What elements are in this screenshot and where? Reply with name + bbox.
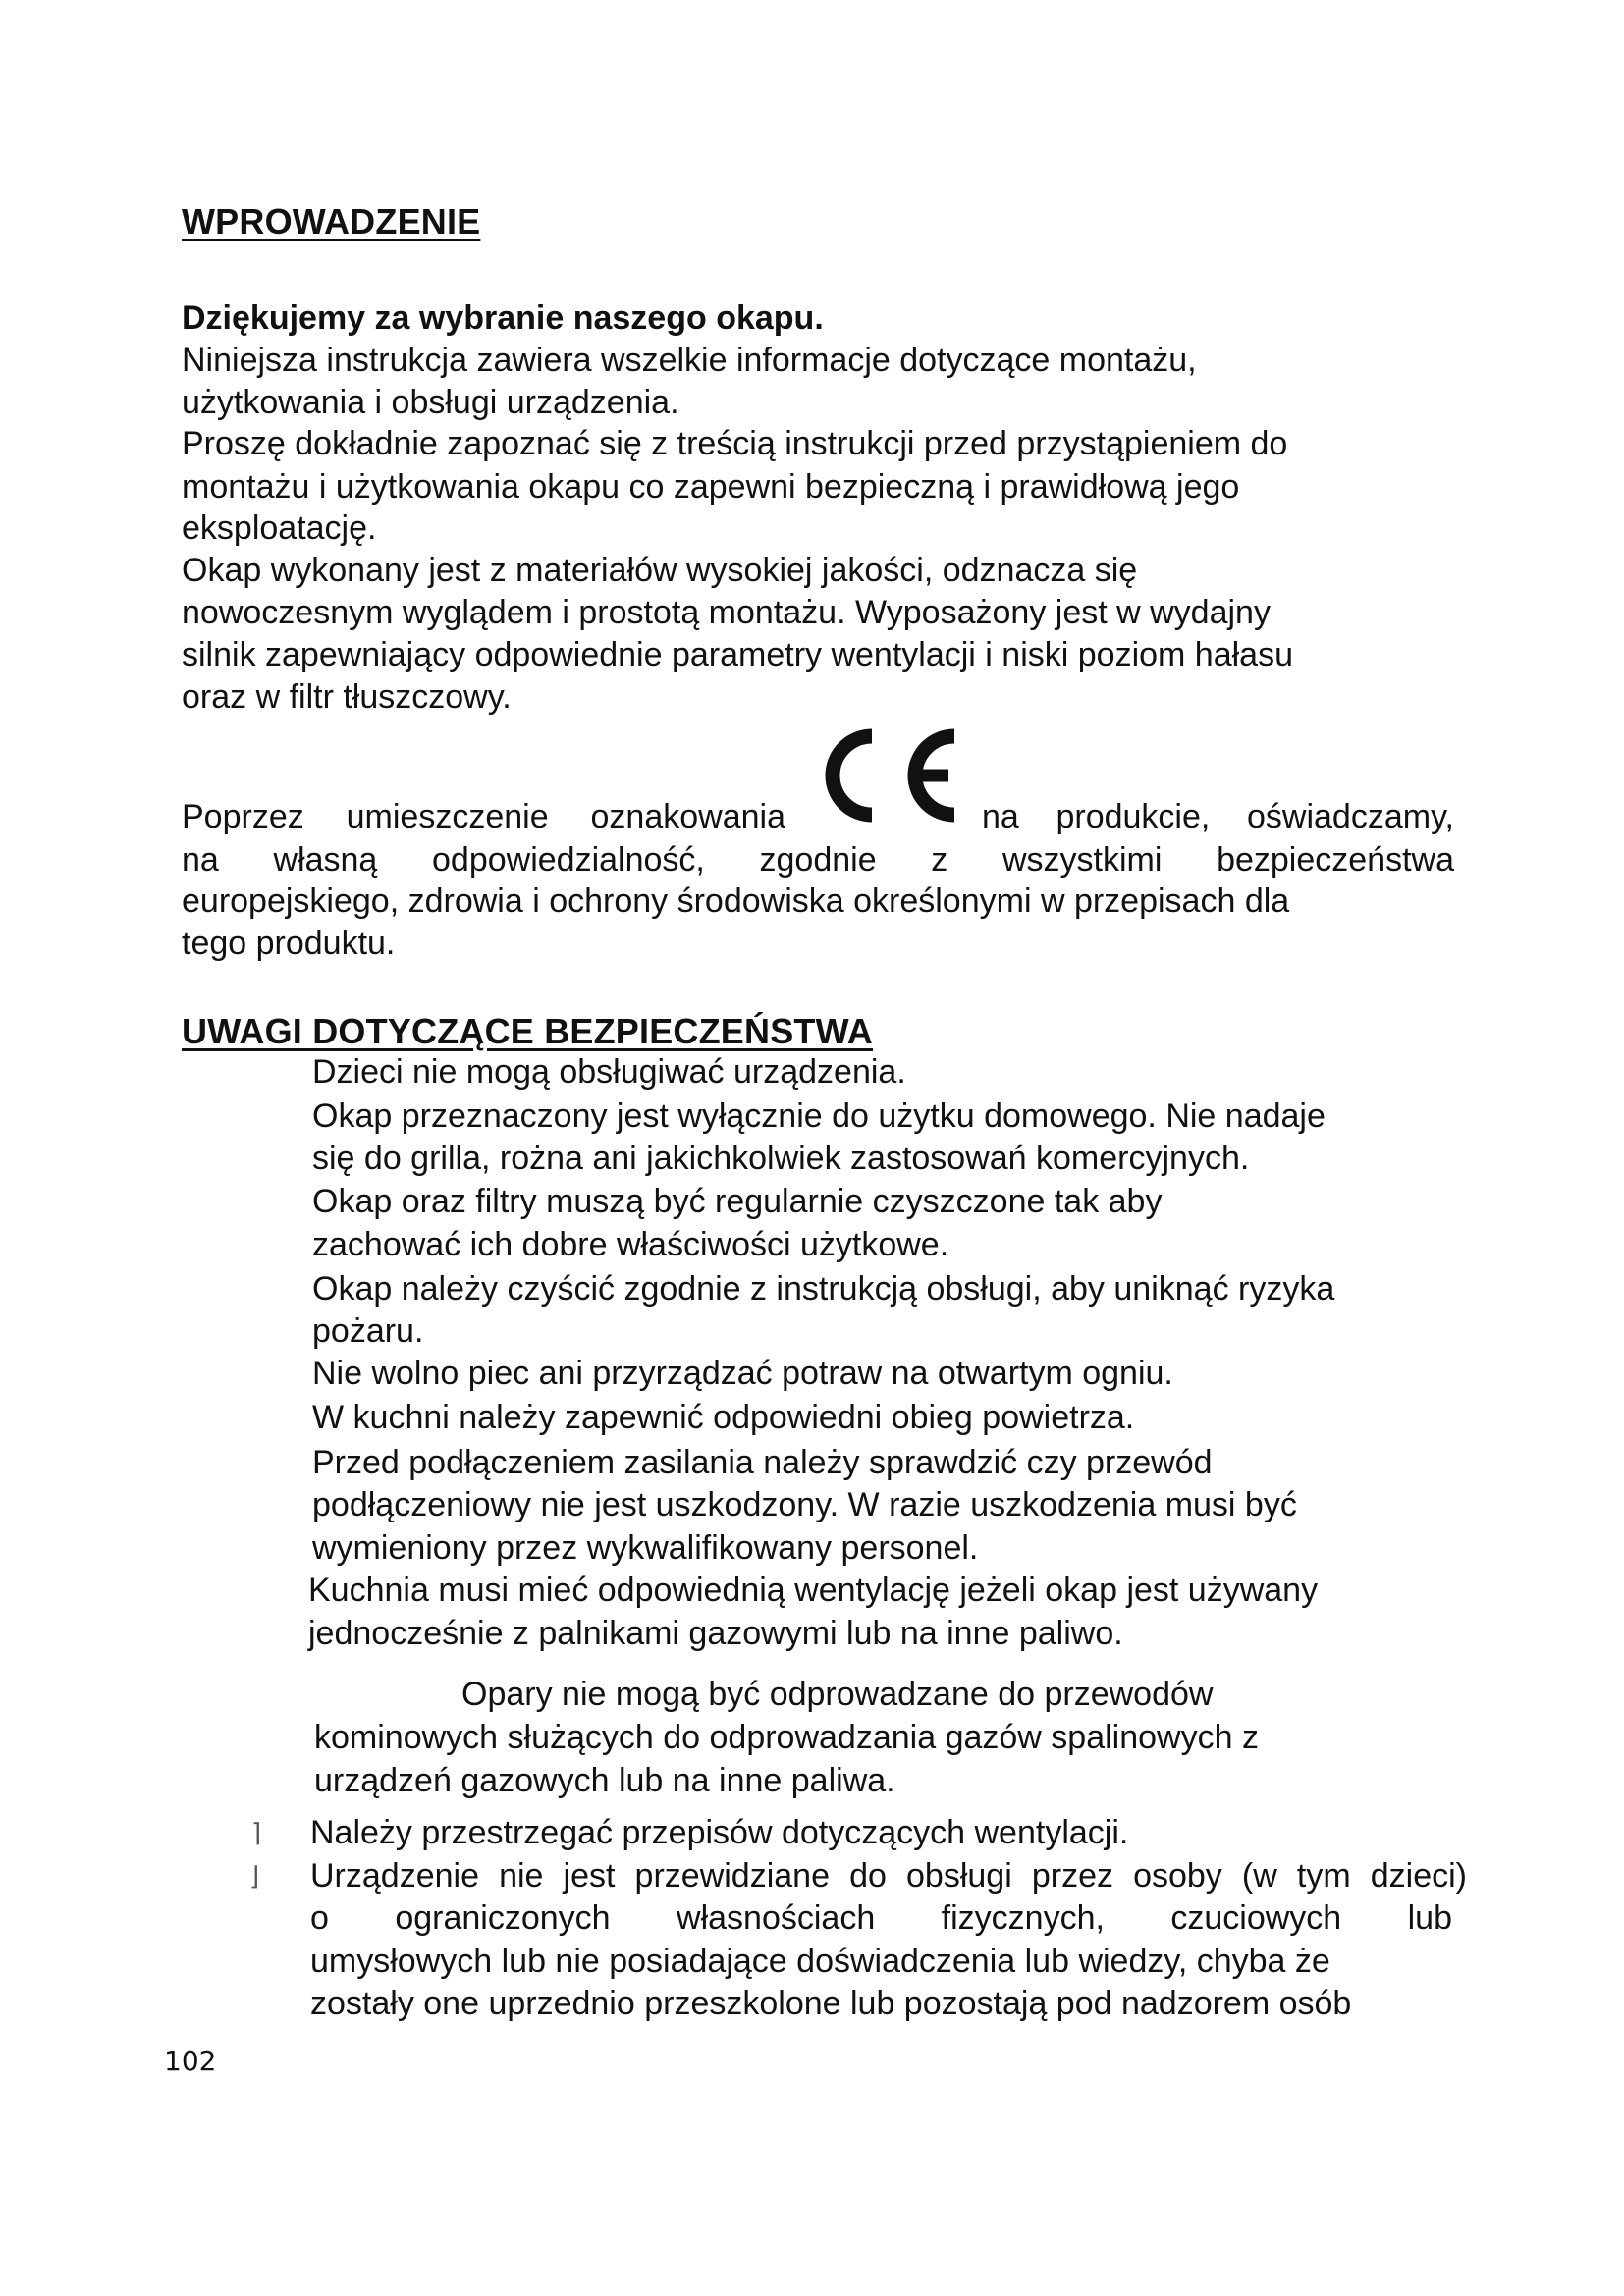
intro-heading: WPROWADZENIE bbox=[182, 201, 481, 241]
safety-line: umysłowych lub nie posiadające doświadczenia lub wiedzy, chyba że bbox=[310, 1943, 1330, 1980]
safety-line: pożaru. bbox=[312, 1312, 424, 1350]
ce-text-left: Poprzez umieszczenie oznakowania bbox=[182, 798, 785, 835]
intro-line: silnik zapewniający odpowiednie parametry wentylacji i niski poziom hałasu bbox=[182, 636, 1293, 673]
intro-line: Proszę dokładnie zapoznać się z treścią instrukcji przed przystąpieniem do bbox=[182, 425, 1288, 462]
safety-line: się do grilla, rożna ani jakichkolwiek zastosowań komercyjnych. bbox=[312, 1140, 1250, 1177]
ce-line: europejskiego, zdrowia i ochrony środowiska określonymi w przepisach dla bbox=[182, 882, 1290, 920]
intro-line: użytkowania i obsługi urządzenia. bbox=[182, 384, 679, 421]
safety-line: zostały one uprzednio przeszkolone lub pozostają pod nadzorem osób bbox=[310, 1985, 1352, 2022]
safety-line: podłączeniowy nie jest uszkodzony. W razie uszkodzenia musi być bbox=[312, 1486, 1297, 1523]
safety-line: Przed podłączeniem zasilania należy sprawdzić czy przewód bbox=[312, 1444, 1213, 1481]
intro-line: nowoczesnym wyglądem i prostotą montażu. Wyposażony jest w wydajny bbox=[182, 594, 1271, 631]
safety-line: Dzieci nie mogą obsługiwać urządzenia. bbox=[312, 1053, 906, 1091]
safety-line: W kuchni należy zapewnić odpowiedni obieg powietrza. bbox=[312, 1399, 1135, 1436]
safety-line: Okap należy czyścić zgodnie z instrukcją obsługi, aby uniknąć ryzyka bbox=[312, 1270, 1335, 1308]
ce-line: na własną odpowiedzialność, zgodnie z wszystkimi bezpieczeństwa bbox=[182, 841, 1454, 879]
ce-mark-icon bbox=[805, 728, 962, 823]
safety-line: Urządzenie nie jest przewidziane do obsługi przez osoby (w tym dzieci) bbox=[310, 1857, 1467, 1895]
intro-line: Niniejsza instrukcja zawiera wszelkie informacje dotyczące montażu, bbox=[182, 342, 1197, 379]
intro-line: Okap wykonany jest z materiałów wysokiej jakości, odznacza się bbox=[182, 552, 1138, 589]
safety-line: zachować ich dobre właściwości użytkowe. bbox=[312, 1226, 949, 1263]
safety-line: Nie wolno piec ani przyrządzać potraw na otwartym ogniu. bbox=[312, 1355, 1173, 1392]
safety-line: jednocześnie z palnikami gazowymi lub na inne paliwo. bbox=[308, 1615, 1123, 1652]
intro-line: eksploatację. bbox=[182, 509, 377, 547]
safety-line: wymieniony przez wykwalifikowany personel. bbox=[312, 1529, 979, 1567]
safety-line: Opary nie mogą być odprowadzane do przewodów bbox=[461, 1676, 1214, 1713]
safety-line: kominowych służących do odprowadzania gazów spalinowych z bbox=[314, 1719, 1259, 1756]
safety-line: urządzeń gazowych lub na inne paliwa. bbox=[314, 1762, 895, 1799]
safety-line: Okap przeznaczony jest wyłącznie do użytku domowego. Nie nadaje bbox=[312, 1097, 1326, 1135]
safety-line: Należy przestrzegać przepisów dotyczących wentylacji. bbox=[310, 1814, 1129, 1851]
ce-text-right: na produkcie, oświadczamy, bbox=[982, 798, 1454, 835]
bullet-glyph: ⌉ bbox=[251, 1818, 262, 1847]
safety-line: o ograniczonych własnościach fizycznych, czuciowych lub bbox=[310, 1899, 1452, 1937]
intro-thanks-line: Dziękujemy za wybranie naszego okapu. bbox=[182, 299, 824, 337]
page-number: 102 bbox=[164, 2045, 217, 2077]
bullet-glyph: ⌋ bbox=[249, 1861, 260, 1891]
intro-line: oraz w filtr tłuszczowy. bbox=[182, 678, 512, 716]
ce-line: tego produktu. bbox=[182, 925, 396, 962]
safety-line: Kuchnia musi mieć odpowiednią wentylację jeżeli okap jest używany bbox=[308, 1572, 1319, 1609]
intro-line: montażu i użytkowania okapu co zapewni bezpieczną i prawidłową jego bbox=[182, 468, 1240, 506]
safety-heading: UWAGI DOTYCZĄCE BEZPIECZEŃSTWA bbox=[182, 1011, 874, 1051]
safety-line: Okap oraz filtry muszą być regularnie czyszczone tak aby bbox=[312, 1183, 1163, 1220]
